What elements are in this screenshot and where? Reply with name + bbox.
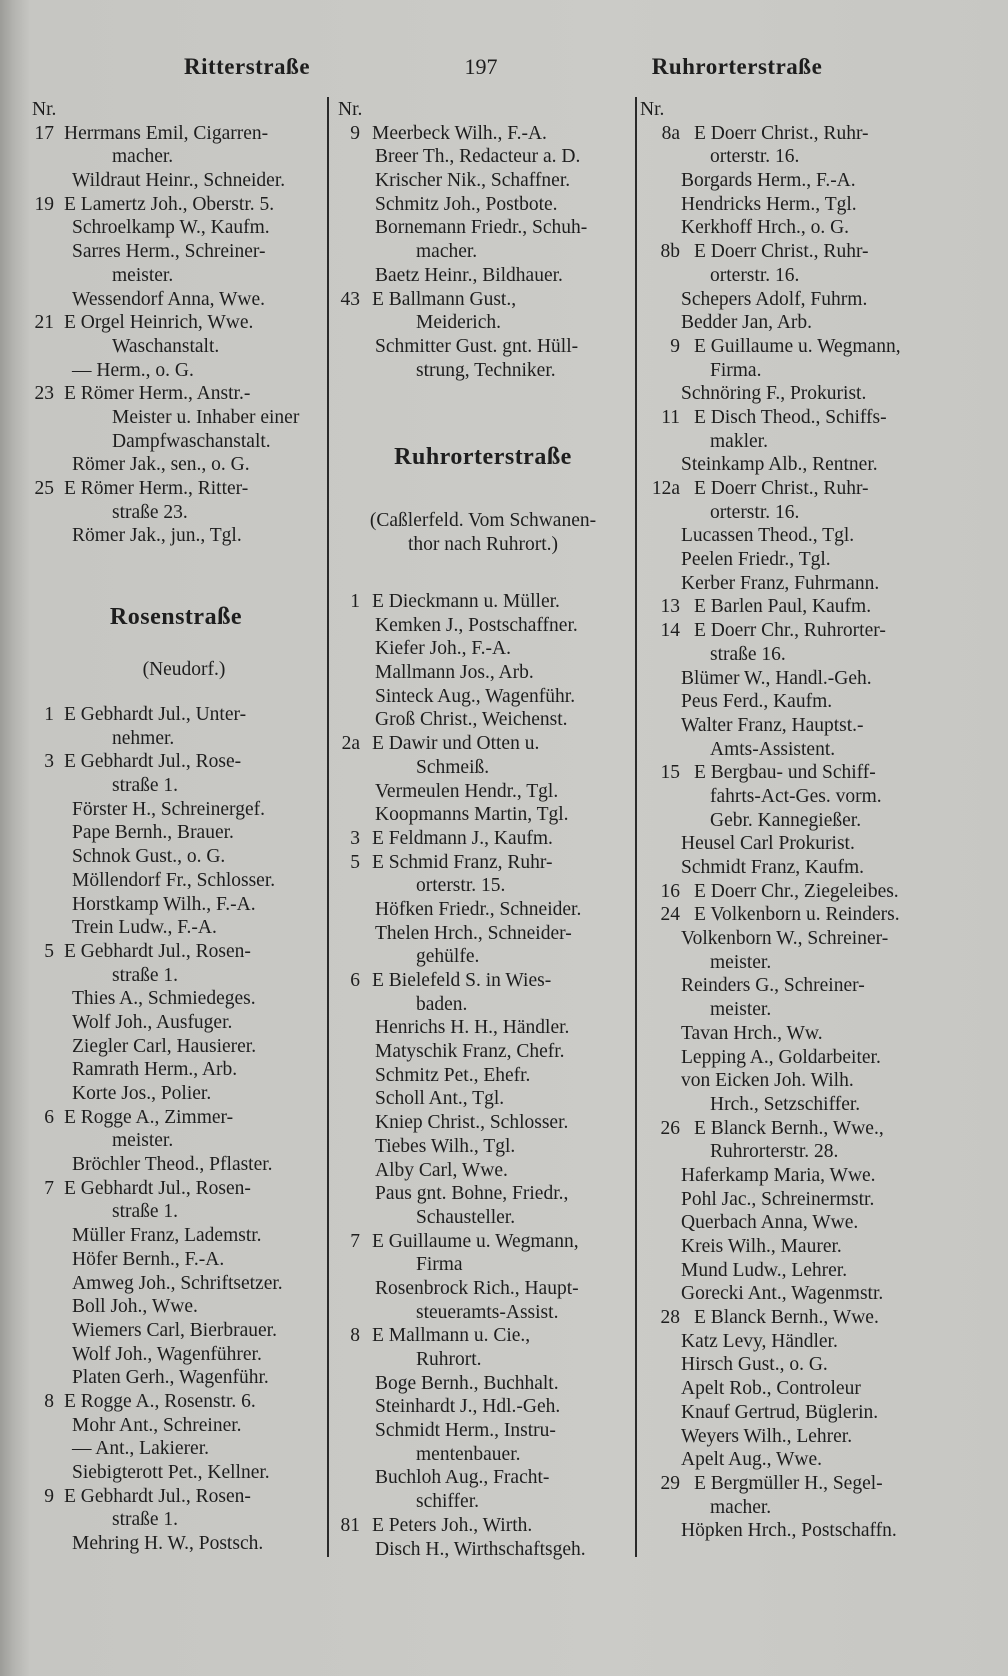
entry-text: gehülfe. xyxy=(416,946,480,968)
entry-text: straße 23. xyxy=(112,501,188,523)
entry-text: Breer Th., Redacteur a. D. xyxy=(375,146,581,168)
entry-text: Tavan Hrch., Ww. xyxy=(681,1022,823,1044)
entry-text: Amweg Joh., Schriftsetzer. xyxy=(72,1272,283,1294)
entry-text: Nr. xyxy=(32,99,57,120)
entry-text: E Doerr Chr., Ruhrorter- xyxy=(694,620,886,642)
entry-text: Müller Franz, Lademstr. xyxy=(72,1225,262,1247)
entry-text: Schmidt Herm., Instru- xyxy=(375,1420,556,1442)
house-number: 15 xyxy=(660,762,680,784)
entry-text: Schnok Gust., o. G. xyxy=(72,846,226,868)
entry-text: Vermeulen Hendr., Tgl. xyxy=(375,780,559,802)
house-number: 12a xyxy=(651,478,680,499)
entry-text: Ruhrorterstr. 28. xyxy=(710,1141,839,1163)
entry-text: Tiebes Wilh., Tgl. xyxy=(375,1135,516,1157)
entry-text: Amts-Assistent. xyxy=(710,738,836,760)
entry-text: Trein Ludw., F.-A. xyxy=(72,917,217,939)
entry-text: Römer Jak., jun., Tgl. xyxy=(72,525,242,547)
entry-text: E Orgel Heinrich, Wwe. xyxy=(64,312,254,334)
entry-text: Siebigterott Pet., Kellner. xyxy=(72,1462,270,1483)
entry-text: Volkenborn W., Schreiner- xyxy=(681,928,889,950)
entry-text: E Römer Herm., Ritter- xyxy=(64,478,249,499)
entry-text: E Ballmann Gust., xyxy=(372,288,517,310)
street-subtitle: thor nach Ruhrort.) xyxy=(407,533,559,555)
entry-text: E Doerr Christ., Ruhr- xyxy=(694,122,869,144)
entry-text: E Gebhardt Jul., Rosen- xyxy=(64,940,251,962)
entry-text: Mohr Ant., Schreiner. xyxy=(72,1414,242,1436)
house-number: 3 xyxy=(44,751,54,773)
entry-text: Rosenbrock Rich., Haupt- xyxy=(375,1277,579,1299)
entry-text: E Rogge A., Rosenstr. 6. xyxy=(64,1390,256,1412)
entry-text: E Doerr Christ., Ruhr- xyxy=(694,241,869,263)
entry-text: Platen Gerh., Wagenführ. xyxy=(72,1367,269,1389)
entry-text: E Blanck Bernh., Wwe., xyxy=(694,1117,884,1139)
entry-text: Kerkhoff Hrch., o. G. xyxy=(681,217,850,239)
column-divider xyxy=(327,97,329,1557)
entry-text: macher. xyxy=(710,1496,772,1518)
entry-text: Blümer W., Handl.-Geh. xyxy=(681,667,872,689)
house-number: 9 xyxy=(350,122,360,144)
entry-text: E Dawir und Otten u. xyxy=(372,733,540,755)
entry-text: Bedder Jan, Arb. xyxy=(681,312,813,334)
entry-text: Herrmans Emil, Cigarren- xyxy=(64,122,269,144)
entry-text: Ramrath Herm., Arb. xyxy=(72,1059,238,1081)
entry-text: Walter Franz, Hauptst.- xyxy=(681,714,864,736)
entry-text: Sinteck Aug., Wagenführ. xyxy=(375,685,576,707)
entry-text: Steinhardt J., Hdl.-Geh. xyxy=(375,1396,561,1418)
entry-text: Katz Levy, Händler. xyxy=(681,1330,838,1352)
entry-text: Gebr. Kannegießer. xyxy=(710,809,862,831)
entry-text: E Gebhardt Jul., Rosen- xyxy=(64,1485,251,1507)
entry-text: schiffer. xyxy=(416,1491,479,1513)
entry-text: Höfer Bernh., F.-A. xyxy=(72,1248,225,1270)
house-number: 14 xyxy=(660,620,680,642)
entry-text: Mehring H. W., Postsch. xyxy=(72,1533,264,1555)
entry-text: Thelen Hrch., Schneider- xyxy=(375,922,572,944)
entry-text: strung, Techniker. xyxy=(416,359,556,381)
entry-text: orterstr. 16. xyxy=(710,501,800,523)
entry-text: Horstkamp Wilh., F.-A. xyxy=(72,893,256,915)
entry-text: fahrts-Act-Ges. vorm. xyxy=(710,785,882,807)
entry-text: — Ant., Lakierer. xyxy=(72,1438,210,1460)
entry-text: E Gebhardt Jul., Unter- xyxy=(64,704,247,725)
house-number: 16 xyxy=(660,880,680,902)
entry-text: Boll Joh., Wwe. xyxy=(72,1296,198,1318)
entry-text: Meerbeck Wilh., F.-A. xyxy=(372,122,547,144)
house-number: 43 xyxy=(340,288,360,310)
house-number: 5 xyxy=(44,940,54,962)
entry-text: Borgards Herm., F.-A. xyxy=(681,170,856,192)
entry-text: E Doerr Christ., Ruhr- xyxy=(694,478,869,499)
entry-text: Buchloh Aug., Fracht- xyxy=(375,1467,550,1489)
entry-text: Dampfwaschanstalt. xyxy=(112,430,271,452)
entry-text: Korte Jos., Polier. xyxy=(72,1083,212,1104)
house-number: 5 xyxy=(350,851,360,873)
entry-text: E Bergbau- und Schiff- xyxy=(694,762,876,784)
column-divider xyxy=(635,97,637,1557)
entry-text: macher. xyxy=(416,241,478,263)
entry-text: E Gebhardt Jul., Rose- xyxy=(64,751,242,773)
house-number: 81 xyxy=(340,1514,360,1536)
entry-text: Peus Ferd., Kaufm. xyxy=(681,691,833,713)
house-number: 17 xyxy=(34,122,54,144)
entry-text: Pape Bernh., Brauer. xyxy=(72,822,234,844)
house-number: 19 xyxy=(34,193,54,215)
entry-text: Hendricks Herm., Tgl. xyxy=(681,193,857,215)
entry-text: E Gebhardt Jul., Rosen- xyxy=(64,1177,251,1199)
house-number: 8 xyxy=(44,1390,54,1412)
entry-text: Pohl Jac., Schreinermstr. xyxy=(681,1188,875,1210)
entry-text: Scholl Ant., Tgl. xyxy=(375,1088,505,1110)
house-number: 28 xyxy=(660,1307,680,1329)
entry-text: makler. xyxy=(710,430,768,452)
entry-text: Groß Christ., Weichenst. xyxy=(375,709,568,731)
house-number: 26 xyxy=(660,1117,680,1139)
entry-text: straße 1. xyxy=(112,1201,179,1223)
house-number: 24 xyxy=(660,904,680,926)
entry-text: Nr. xyxy=(640,99,665,120)
entry-text: Hirsch Gust., o. G. xyxy=(681,1354,828,1376)
entry-text: macher. xyxy=(112,146,174,168)
entry-text: Paus gnt. Bohne, Friedr., xyxy=(375,1183,569,1205)
entry-text: Apelt Aug., Wwe. xyxy=(681,1449,822,1471)
entry-text: Schepers Adolf, Fuhrm. xyxy=(681,288,868,310)
entry-text: orterstr. 16. xyxy=(710,264,800,286)
entry-text: Wildraut Heinr., Schneider. xyxy=(72,170,286,192)
entry-text: Kemken J., Postschaffner. xyxy=(375,614,578,636)
entry-text: E Disch Theod., Schiffs- xyxy=(694,406,887,428)
entry-text: Schmidt Franz, Kaufm. xyxy=(681,857,865,878)
entry-text: Weyers Wilh., Lehrer. xyxy=(681,1425,853,1447)
entry-text: Krischer Nik., Schaffner. xyxy=(375,170,571,192)
entry-text: Meister u. Inhaber einer xyxy=(112,406,300,428)
entry-text: Bröchler Theod., Pflaster. xyxy=(72,1154,273,1176)
entry-text: nehmer. xyxy=(112,727,175,749)
entry-text: Waschanstalt. xyxy=(112,335,220,357)
entry-text: Wessendorf Anna, Wwe. xyxy=(72,288,266,310)
entry-text: straße 1. xyxy=(112,964,179,986)
entry-text: Henrichs H. H., Händler. xyxy=(375,1017,570,1039)
entry-text: Höpken Hrch., Postschaffn. xyxy=(681,1520,897,1542)
entry-text: Kreis Wilh., Maurer. xyxy=(681,1236,842,1257)
entry-text: Mund Ludw., Lehrer. xyxy=(681,1259,848,1281)
house-number: 1 xyxy=(350,591,360,612)
house-number: 8b xyxy=(660,241,680,263)
entry-text: baden. xyxy=(416,993,468,1015)
entry-text: E Blanck Bernh., Wwe. xyxy=(694,1307,879,1329)
running-head-right: Ruhrorterstraße xyxy=(651,54,823,79)
entry-text: Ziegler Carl, Hausierer. xyxy=(72,1035,257,1057)
street-heading: Ruhrorterstraße xyxy=(394,444,572,470)
entry-text: von Eicken Joh. Wilh. xyxy=(681,1070,854,1092)
entry-text: Wiemers Carl, Bierbrauer. xyxy=(72,1319,277,1341)
entry-text: E Guillaume u. Wegmann, xyxy=(372,1230,579,1252)
entry-text: straße 1. xyxy=(112,1509,179,1531)
entry-text: Schnöring F., Prokurist. xyxy=(681,383,867,405)
entry-text: Sarres Herm., Schreiner- xyxy=(72,241,266,263)
entry-text: E Guillaume u. Wegmann, xyxy=(694,335,901,357)
entry-text: Apelt Rob., Controleur xyxy=(681,1378,861,1400)
entry-text: orterstr. 15. xyxy=(416,875,506,897)
house-number: 9 xyxy=(670,335,680,357)
house-number: 7 xyxy=(44,1177,54,1199)
entry-text: E Lamertz Joh., Oberstr. 5. xyxy=(64,193,275,215)
house-number: 13 xyxy=(660,596,680,618)
entry-text: Wolf Joh., Ausfuger. xyxy=(72,1011,233,1033)
street-heading: Rosenstraße xyxy=(109,604,243,630)
entry-text: Gorecki Ant., Wagenmstr. xyxy=(681,1283,884,1305)
entry-text: — Herm., o. G. xyxy=(72,359,194,381)
entry-text: E Rogge A., Zimmer- xyxy=(64,1106,234,1128)
entry-text: Lucassen Theod., Tgl. xyxy=(681,525,855,547)
entry-text: Heusel Carl Prokurist. xyxy=(681,833,855,855)
entry-text: straße 16. xyxy=(710,643,786,665)
entry-text: E Bergmüller H., Segel- xyxy=(694,1472,883,1494)
entry-text: Knauf Gertrud, Büglerin. xyxy=(681,1401,879,1423)
house-number: 21 xyxy=(34,312,54,334)
entry-text: orterstr. 16. xyxy=(710,146,800,168)
street-subtitle: (Neudorf.) xyxy=(142,659,226,680)
entry-text: Alby Carl, Wwe. xyxy=(375,1159,508,1181)
house-number: 25 xyxy=(34,478,54,499)
entry-text: Matyschik Franz, Chefr. xyxy=(375,1041,565,1063)
entry-text: E Feldmann J., Kaufm. xyxy=(372,827,553,849)
entry-text: Kiefer Joh., F.-A. xyxy=(375,638,511,660)
entry-text: Schmitz Joh., Postbote. xyxy=(375,193,558,215)
entry-text: Schroelkamp W., Kaufm. xyxy=(72,217,270,239)
entry-text: E Volkenborn u. Reinders. xyxy=(694,904,900,926)
entry-text: E Römer Herm., Anstr.- xyxy=(64,383,251,405)
entry-text: Höfken Friedr., Schneider. xyxy=(375,898,582,920)
entry-text: meister. xyxy=(710,951,772,973)
entry-text: Ruhrort. xyxy=(416,1349,482,1370)
entry-text: Thies A., Schmiedeges. xyxy=(72,988,256,1010)
entry-text: Reinders G., Schreiner- xyxy=(681,975,865,997)
entry-text: Römer Jak., sen., o. G. xyxy=(72,454,250,476)
entry-text: straße 1. xyxy=(112,775,179,797)
house-number: 6 xyxy=(350,970,360,991)
entry-text: E Doerr Chr., Ziegeleibes. xyxy=(694,880,899,902)
entry-text: meister. xyxy=(112,264,174,286)
entry-text: Boge Bernh., Buchhalt. xyxy=(375,1372,559,1394)
entry-text: meister. xyxy=(112,1130,174,1152)
house-number: 8a xyxy=(661,122,680,144)
entry-text: Schmitz Pet., Ehefr. xyxy=(375,1064,531,1086)
entry-text: Haferkamp Maria, Wwe. xyxy=(681,1164,876,1186)
entry-text: Schmitter Gust. gnt. Hüll- xyxy=(375,335,579,357)
entry-text: Baetz Heinr., Bildhauer. xyxy=(375,264,563,286)
entry-text: Mallmann Jos., Arb. xyxy=(375,662,534,684)
entry-text: Kerber Franz, Fuhrmann. xyxy=(681,572,880,594)
entry-text: E Mallmann u. Cie., xyxy=(372,1325,531,1347)
street-subtitle: (Caßlerfeld. Vom Schwanen- xyxy=(369,510,597,531)
page-number: 197 xyxy=(464,54,498,79)
house-number: 11 xyxy=(661,406,680,428)
entry-text: Firma. xyxy=(710,359,762,381)
entry-text: Querbach Anna, Wwe. xyxy=(681,1212,859,1234)
entry-text: Lepping A., Goldarbeiter. xyxy=(681,1046,881,1068)
house-number: 6 xyxy=(44,1106,54,1128)
entry-text: Schmeiß. xyxy=(416,756,490,778)
house-number: 1 xyxy=(44,704,54,725)
entry-text: Wolf Joh., Wagenführer. xyxy=(72,1343,262,1365)
entry-text: Bornemann Friedr., Schuh- xyxy=(375,217,588,239)
entry-text: mentenbauer. xyxy=(416,1443,521,1465)
house-number: 2a xyxy=(341,733,360,755)
running-head-left: Ritterstraße xyxy=(183,54,311,79)
entry-text: Peelen Friedr., Tgl. xyxy=(681,549,831,571)
entry-text: E Dieckmann u. Müller. xyxy=(372,591,560,612)
entry-text: Nr. xyxy=(338,99,363,120)
entry-text: Koopmanns Martin, Tgl. xyxy=(375,804,569,826)
entry-text: Hrch., Setzschiffer. xyxy=(710,1093,861,1115)
house-number: 29 xyxy=(660,1472,680,1494)
entry-text: Disch H., Wirthschaftsgeh. xyxy=(375,1538,586,1560)
house-number: 3 xyxy=(350,827,360,849)
house-number: 7 xyxy=(350,1230,360,1252)
entry-text: steueramts-Assist. xyxy=(416,1301,559,1323)
entry-text: E Barlen Paul, Kaufm. xyxy=(694,596,872,618)
entry-text: E Schmid Franz, Ruhr- xyxy=(372,851,553,873)
house-number: 9 xyxy=(44,1485,54,1507)
entry-text: E Bielefeld S. in Wies- xyxy=(372,970,552,991)
entry-text: Firma xyxy=(416,1254,463,1276)
house-number: 23 xyxy=(34,383,54,405)
entry-text: Kniep Christ., Schlosser. xyxy=(375,1112,569,1134)
entry-text: Möllendorf Fr., Schlosser. xyxy=(72,869,276,891)
house-number: 8 xyxy=(350,1325,360,1347)
entry-text: Schausteller. xyxy=(416,1206,516,1228)
entry-text: Meiderich. xyxy=(416,312,502,334)
entry-text: E Peters Joh., Wirth. xyxy=(372,1514,533,1536)
entry-text: Steinkamp Alb., Rentner. xyxy=(681,454,878,476)
entry-text: Förster H., Schreinergef. xyxy=(72,798,265,820)
entry-text: meister. xyxy=(710,999,772,1021)
